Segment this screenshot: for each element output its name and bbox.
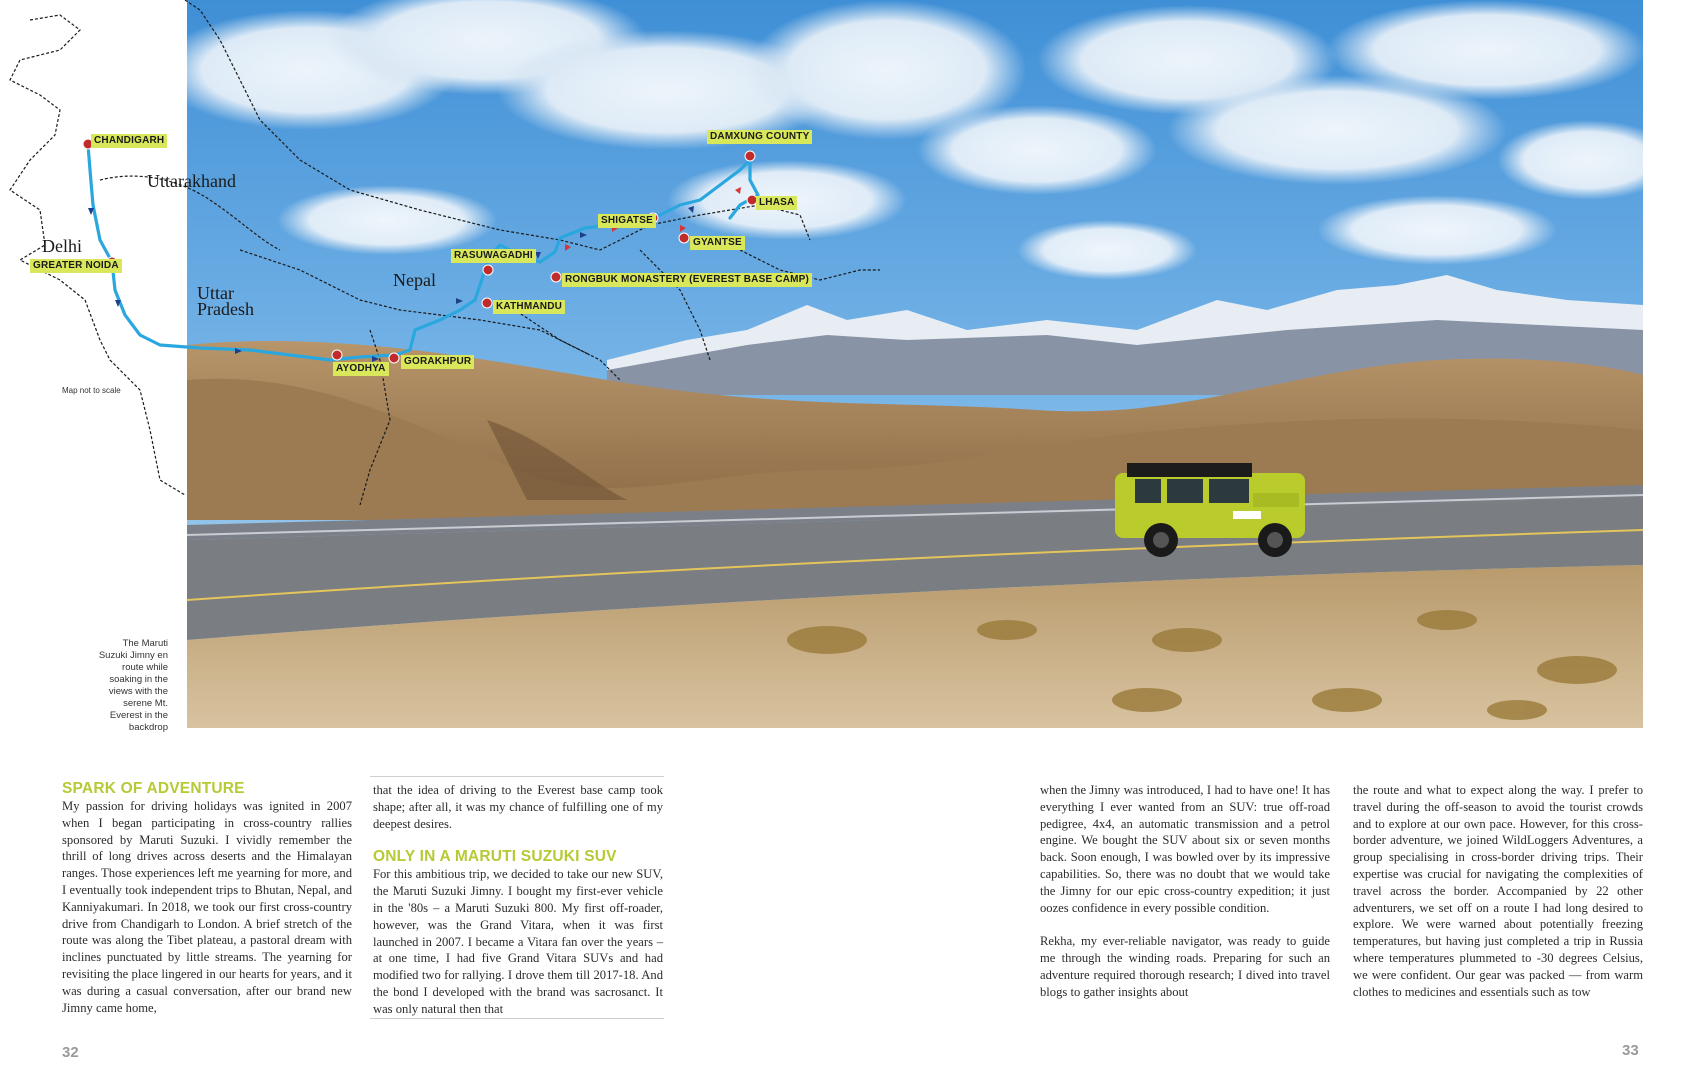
page-number-right: 33 [1622, 1042, 1639, 1059]
divider [370, 776, 664, 777]
stop-gyantse: GYANTSE [690, 236, 745, 250]
divider [370, 1018, 664, 1019]
paragraph: the route and what to expect along the way. I prefer to travel during the off-season to avoid the tourist crowds and to explore at our own pace. However, for this cross-border adventure, we joined WildLoggers Adventures, a group specialising in cross-border driving trips. Their expertise was crucial for navigating the complexities of travel across the border. Accompanied by 22 other adventurers, we set off on a route I had long desired to explore. We were warned about potentially freezing temperatures, but having just completed a trip in Russia where temperatures plummeted to -30 degrees Celsius, we were confident. Our gear was packed — from warm clothes to medicines and essentials such as tow [1353, 783, 1643, 999]
column-4 [1353, 782, 1643, 1000]
stop-ayodhya: AYODHYA [333, 362, 389, 376]
stop-chandigarh: CHANDIGARH [91, 134, 167, 148]
region-uttar-pradesh: Pradesh [197, 299, 254, 319]
stop-shigatse: SHIGATSE [598, 214, 656, 228]
column-3 [1040, 782, 1330, 1000]
photo-caption: The Maruti Suzuki Jimny en route while soaking in the views with the serene Mt. Everest in the backdrop [98, 638, 168, 733]
stop-lhasa: LHASA [756, 196, 797, 210]
region-nepal: Nepal [393, 270, 436, 290]
paragraph: when the Jimny was introduced, I had to have one! It has everything I ever wanted from an SUV: true off-road pedigree, 4x4, an automatic transmission and a petrol engine. We bought the SUV about six or seven months back. Soon enough, I was bowled over by its impressive capabilities. So, there was no doubt that we would take the Jimny for our epic cross-country expedition; it just oozes confidence in every possible condition. [1040, 783, 1330, 915]
map-scale-note: Map not to scale [62, 386, 121, 395]
paragraph: that the idea of driving to the Everest base camp took shape; after all, it was my chance of fulfilling one of my deepest desires. [373, 783, 663, 831]
route-map [0, 0, 900, 520]
stop-greater-noida: GREATER NOIDA [30, 259, 122, 273]
heading-only-in-a-maruti-suzuki-suv: ONLY IN A MARUTI SUZUKI SUV [373, 848, 617, 866]
column-1 [62, 780, 352, 1016]
stop-rongbuk: RONGBUK MONASTERY (EVEREST BASE CAMP) [562, 273, 812, 287]
stop-damxung: DAMXUNG COUNTY [707, 130, 812, 144]
region-uttar-pradesh: Uttar [197, 283, 234, 303]
paragraph: My passion for driving holidays was ignited in 2007 when I began participating in cross-country rallies sponsored by Maruti Suzuki. I vividly remember the thrill of long drives across deserts and the Himalayan ranges. Those experiences left me yearning for more, and I eventually took independent trips to Bhutan, Nepal, and Kanniyakumari. In 2018, we took our first cross-country drive from Chandigarh to London. A brief stretch of the route was along the Tibet plateau, a pastoral dream with inclines punctuated by little streams. The yearning for revisiting the place lingered in our hearts for years, and it was during a casual conversation, after our brand new Jimny came home, [62, 799, 352, 1015]
stop-kathmandu: KATHMANDU [493, 300, 565, 314]
region-delhi: Delhi [42, 236, 82, 256]
stop-gorakhpur: GORAKHPUR [401, 355, 474, 369]
region-uttarakhand: Uttarakhand [147, 171, 236, 191]
paragraph: Rekha, my ever-reliable navigator, was ready to guide me through the winding roads. Preparing for such an adventure required thorough research; I dived into travel blogs to gather insights about [1040, 934, 1330, 999]
paragraph: For this ambitious trip, we decided to take our new SUV, the Maruti Suzuki Jimny. I bought my first-ever vehicle in the '80s – a Maruti Suzuki 800. My first off-roader, however, was the Grand Vitara, when it was first launched in 2007. I became a Vitara fan over the years – at one time, I had five Grand Vitara SUVs and had modified two for rallying. I drove them till 2017-18. And the bond I developed with the brand was sacrosanct. It was only natural then that [373, 867, 663, 1016]
column-2 [373, 782, 663, 1018]
heading-spark-of-adventure: SPARK OF ADVENTURE [62, 780, 245, 797]
page-number-left: 32 [62, 1044, 79, 1061]
stop-rasuwagadhi: RASUWAGADHI [451, 249, 536, 263]
